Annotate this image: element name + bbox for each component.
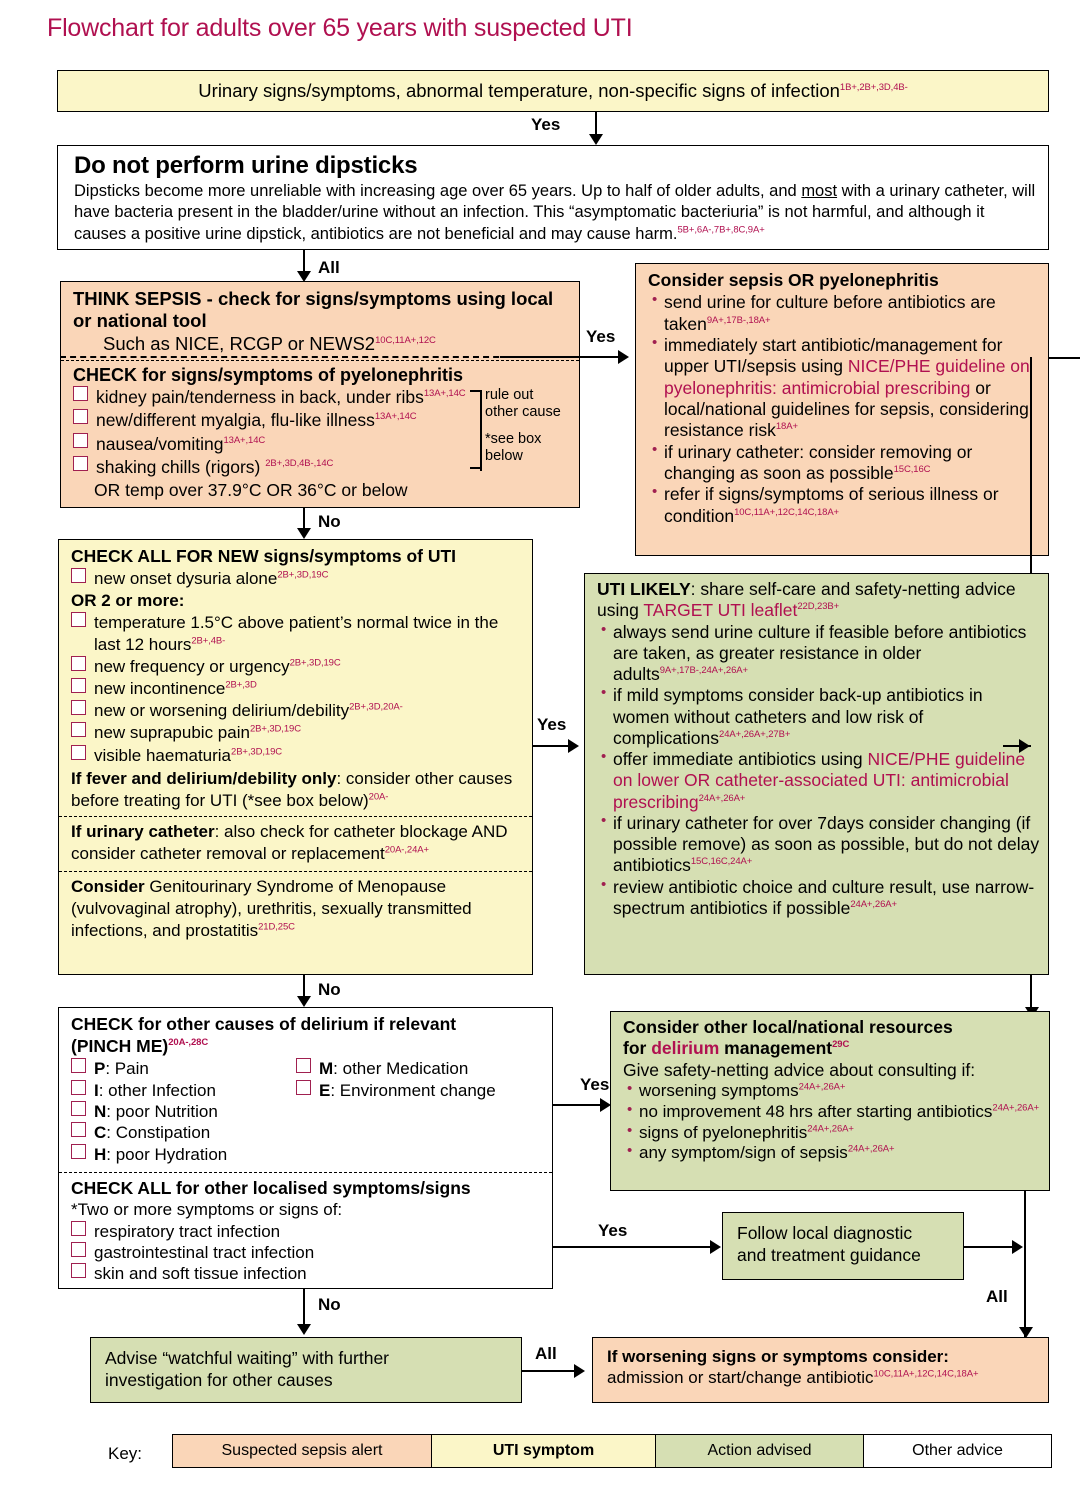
start-box-text: Urinary signs/symptoms, abnormal temperature, non-specific signs of infection (198, 80, 840, 101)
label-yes-4: Yes (580, 1075, 610, 1094)
checkbox-icon[interactable] (71, 612, 86, 627)
catheter-refs: 20A-,24A+ (384, 844, 429, 856)
fever-rest: : consider other causes before treating for UTI (*see box below) (71, 768, 513, 810)
checkbox-icon[interactable] (73, 409, 88, 424)
checklist-item[interactable] (71, 1221, 544, 1242)
page-title: Flowchart for adults over 65 years with suspected UTI (47, 14, 633, 42)
fever-bold: If fever and delirium/debility only (71, 768, 337, 788)
bullet-text: send urine for culture before antibiotics are taken (664, 292, 996, 334)
bullet-item (648, 442, 1040, 485)
pyelo-check-heading: CHECK for signs/symptoms of pyelonephritis (73, 364, 464, 385)
think-sepsis-box (60, 281, 580, 508)
label-all-1: All (318, 258, 340, 277)
bullet-item (648, 335, 1040, 442)
bullet-text: always send urine culture if feasible before antibiotics are taken, as greater resistance in older adults (613, 621, 1027, 684)
dipsticks-body-2: with a urinary catheter, will have bacteria present in the bladder/urine without an infection. This “asymptomatic bacteriuria” is not harmful, and although it causes a positive urine dipstick, antibiotics are not beneficial and may cause harm. (74, 182, 1036, 243)
bullet-item (597, 685, 1040, 749)
or-two-or-more: OR 2 or more: (71, 590, 185, 610)
bullet-text: offer immediate antibiotics using (613, 749, 868, 769)
arrow-right-pinchme-follow (710, 1240, 721, 1254)
dipsticks-body-most: most (801, 182, 838, 200)
delirium-subline: Give safety-netting advice about consulting if: (623, 1059, 976, 1080)
rail-delirium-down (1024, 1191, 1026, 1338)
target-uti-leaflet-link[interactable]: TARGET UTI leaflet (643, 600, 798, 621)
fever-refs: 20A- (368, 791, 389, 803)
uti-check-heading: CHECK ALL FOR NEW signs/symptoms of UTI (71, 546, 457, 566)
pinchme-label: : other Infection (98, 1080, 216, 1100)
consider-gsm-refs: 21D,25C (258, 921, 295, 933)
bullet-item (623, 1143, 1041, 1164)
checklist-item[interactable] (71, 1144, 296, 1165)
label-yes-1: Yes (531, 115, 561, 134)
checklist-item-label: respiratory tract infection (94, 1221, 281, 1241)
follow-local-line1: Follow local diagnostic (737, 1223, 913, 1243)
consider-gsm-rest: Genitourinary Syndrome of Menopause (vulvovaginal atrophy), urethritis, sexually transmitted infections, and prostatitis (71, 876, 472, 941)
checkbox-icon[interactable] (71, 700, 86, 715)
think-sepsis-subline-refs: 10C,11A+,12C (375, 334, 436, 346)
delirium-box (610, 1011, 1050, 1191)
checklist-item[interactable] (71, 1242, 544, 1263)
pinchme-label: : poor Hydration (106, 1144, 228, 1164)
pinchme-label: : poor Nutrition (106, 1101, 218, 1121)
key-label: Key: (108, 1444, 143, 1463)
pinchme-letter: N (94, 1101, 107, 1121)
delirium-heading-refs: 29C (832, 1039, 850, 1051)
label-no-1: No (318, 512, 341, 531)
checkbox-icon[interactable] (71, 745, 86, 760)
or-temp-line: OR temp over 37.9°C OR 36°C or below (94, 480, 408, 501)
label-yes-2: Yes (586, 327, 616, 346)
uti-likely-box (584, 573, 1049, 975)
pinchme-label: : Pain (105, 1059, 149, 1079)
checklist-item[interactable] (71, 745, 524, 767)
catheter-rest: : also check for catheter blockage AND consider catheter removal or replacement (71, 821, 508, 863)
pinchme-heading-2: (PINCH ME) (71, 1036, 169, 1057)
checklist-item-label: kidney pain/tenderness in back, under ribs (96, 386, 424, 407)
uti-check-box (58, 539, 533, 975)
pinchme-label: : other Medication (333, 1059, 469, 1079)
uti-likely-heading-bold: UTI LIKELY (597, 579, 691, 599)
checklist-item-refs: 2B+,3D,4B-,14C (265, 458, 334, 470)
checklist-item[interactable] (71, 1101, 296, 1122)
checklist-item-label: new onset dysuria alone (94, 568, 278, 588)
checkbox-icon[interactable] (71, 1101, 86, 1116)
key-item-sepsis: Suspected sepsis alert (172, 1434, 432, 1468)
checklist-item-refs: 2B+,4B- (191, 635, 226, 647)
checkbox-icon[interactable] (71, 1080, 86, 1095)
checklist-item-label: new/different myalgia, flu-like illness (96, 410, 375, 431)
think-sepsis-subline: Such as NICE, RCGP or NEWS2 (103, 332, 376, 354)
bullet-refs: 24A+,26A+ (798, 1081, 846, 1093)
checklist-item[interactable] (71, 568, 524, 590)
checklist-item-label: new or worsening delirium/debility (94, 701, 350, 721)
bullet-link-text[interactable]: NICE/PHE guideline on lower OR catheter-associated UTI: antimicrobial prescribing (613, 749, 1026, 812)
arrow-right-watchful-worsening (574, 1364, 585, 1378)
pinch-me-box (58, 1007, 553, 1289)
checklist-item[interactable] (71, 678, 524, 700)
connector-uti-to-likely (533, 745, 571, 747)
checkbox-icon[interactable] (71, 1221, 86, 1236)
delirium-heading-highlight: delirium (651, 1038, 720, 1059)
checklist-item-label: nausea/vomiting (96, 433, 224, 454)
bullet-text: any symptom/sign of sepsis (639, 1143, 848, 1163)
delirium-heading-1: Consider other local/national resources (623, 1017, 953, 1037)
bullet-text: signs of pyelonephritis (639, 1122, 808, 1142)
pinchme-label: : Environment change (330, 1080, 496, 1100)
pinchme-letter: I (94, 1080, 99, 1100)
pinchme-heading-refs: 20A-,28C (168, 1037, 209, 1049)
arrow-down-sepsis-uti (297, 528, 311, 539)
checklist-item-refs: 2B+,3D,19C (249, 723, 301, 735)
brace-note-line1: rule out (485, 387, 534, 403)
arrow-down-uti-pinchme (297, 996, 311, 1007)
connector-sepsis-solid (500, 356, 620, 358)
brace-note-line2: other cause (485, 404, 561, 421)
checkbox-icon[interactable] (71, 1263, 86, 1278)
label-yes-3: Yes (537, 715, 567, 734)
catheter-bold: If urinary catheter (71, 821, 215, 841)
key-item-action: Action advised (656, 1434, 864, 1468)
bullet-item (597, 622, 1040, 686)
label-no-2: No (318, 980, 341, 999)
checkbox-icon[interactable] (73, 456, 88, 471)
bullet-item (623, 1123, 1041, 1144)
bullet-refs: 24A+,26A+ (698, 792, 746, 804)
bullet-text-2: or local/national guidelines for sepsis, considering resistance risk (664, 377, 1029, 441)
arrow-down-pinchme-watchful (297, 1324, 311, 1335)
uti-likely-heading-refs: 22D,23B+ (797, 601, 840, 613)
checklist-item[interactable] (71, 722, 524, 744)
label-all-2: All (535, 1344, 557, 1363)
bullet-refs: 24A+,26A+ (850, 898, 897, 910)
label-all-3: All (986, 1287, 1008, 1306)
checkbox-icon[interactable] (296, 1058, 311, 1073)
pinchme-label: : Constipation (106, 1123, 211, 1143)
checkbox-icon[interactable] (296, 1080, 311, 1095)
arrow-right-uti-likely (568, 739, 579, 753)
pinchme-letter: P (94, 1059, 106, 1079)
bullet-item (648, 292, 1040, 335)
connector-pinchme-to-delirium (553, 1104, 603, 1106)
label-no-3: No (318, 1295, 341, 1314)
brace-note (485, 387, 577, 466)
checklist-item-refs: 2B+,3D (225, 679, 257, 691)
bullet-item (648, 484, 1040, 527)
dipsticks-box (57, 145, 1049, 250)
checklist-item-refs: 2B+,3D,19C (289, 657, 341, 669)
checklist-item-label: new incontinence (94, 679, 226, 699)
rail-sepsis-out (1049, 357, 1080, 359)
bullet-link-text[interactable]: NICE/PHE guideline on pyelonephritis: antimicrobial prescribing (664, 356, 1030, 398)
bullet-refs: 15C,16C (893, 464, 931, 476)
checklist-item[interactable] (296, 1058, 544, 1079)
connector-pinchme-to-follow (553, 1246, 713, 1248)
checkbox-icon[interactable] (71, 1242, 86, 1257)
bullet-refs: 24A+,26A+ (992, 1102, 1040, 1114)
bullet-text: if urinary catheter for over 7days consider changing (if possible remove) as soon as possible, but do not delay antibiotics (613, 812, 1040, 876)
bullet-item (597, 877, 1040, 920)
checklist-item[interactable] (71, 1122, 296, 1143)
bullet-refs: 9A+,17B-,24A+,26A+ (659, 665, 748, 677)
pinchme-letter: H (94, 1144, 107, 1164)
worsening-refs: 10C,11A+,12C,14C,18A+ (873, 1368, 979, 1380)
localised-sub: *Two or more symptoms or signs of: (71, 1200, 343, 1220)
delirium-heading-2c: management (719, 1038, 833, 1059)
watchful-waiting-box (90, 1337, 522, 1403)
checkbox-icon[interactable] (71, 678, 86, 693)
checklist-item-refs: 2B+,3D,19C (231, 745, 283, 757)
bullet-item (623, 1081, 1041, 1102)
checklist-item-label: temperature 1.5°C above patient’s normal twice in the last 12 hours (94, 612, 499, 655)
arrow-right-likely-rail (1019, 739, 1030, 753)
key-item-other: Other advice (864, 1434, 1052, 1468)
follow-local-box (722, 1212, 964, 1280)
watchful-line2: investigation for other causes (105, 1370, 333, 1391)
checklist-item-refs: 13A+,14C (223, 434, 266, 446)
worsening-line2: admission or start/change antibiotic (607, 1368, 874, 1388)
bullet-text: if mild symptoms consider back-up antibiotics in women without catheters and low risk of complications (613, 685, 983, 748)
checkbox-icon[interactable] (71, 1058, 86, 1073)
brace-note-line3: *see box (485, 430, 542, 447)
checklist-item[interactable] (71, 700, 524, 722)
bullet-text: worsening symptoms (639, 1081, 799, 1101)
checklist-item-refs: 13A+,14C (374, 411, 417, 423)
bullet-item (623, 1102, 1041, 1123)
checklist-item-label: gastrointestinal tract infection (94, 1242, 315, 1262)
bullet-item (597, 749, 1040, 813)
pinchme-letter: M (319, 1059, 334, 1079)
bullet-text: immediately start antibiotic/management for upper UTI/sepsis using (664, 335, 1003, 377)
checkbox-icon[interactable] (71, 722, 86, 737)
checkbox-icon[interactable] (71, 1122, 86, 1137)
arrow-right-sepsis-consider (618, 350, 629, 364)
checklist-item-label: new frequency or urgency (94, 657, 290, 677)
checklist-item[interactable] (71, 612, 524, 656)
start-box (57, 70, 1049, 112)
checklist-item[interactable] (71, 1080, 296, 1101)
brace-bracket (470, 390, 482, 469)
checklist-item-label: shaking chills (rigors) (96, 456, 266, 477)
arrow-right-follow-rail (1012, 1240, 1023, 1254)
localised-heading: CHECK ALL for other localised symptoms/signs (71, 1178, 471, 1199)
checklist-item[interactable] (296, 1080, 544, 1101)
checklist-item[interactable] (71, 1058, 296, 1079)
dipsticks-body-1: Dipsticks become more unreliable with increasing age over 65 years. Up to half of older adults, and (74, 182, 802, 200)
consider-gsm-bold: Consider (71, 876, 145, 896)
bullet-text: refer if signs/symptoms of serious illness or condition (664, 484, 999, 526)
start-box-refs: 1B+,2B+,3D,4B- (839, 81, 908, 93)
think-sepsis-heading: THINK SEPSIS - check for signs/symptoms using local or national tool (73, 288, 554, 331)
key-item-uti: UTI symptom (432, 1434, 656, 1468)
bullet-refs: 15C,16C,24A+ (690, 856, 753, 868)
bullet-refs: 18A+ (775, 421, 798, 433)
checkbox-icon[interactable] (73, 386, 88, 401)
checkbox-icon[interactable] (73, 433, 88, 448)
consider-sepsis-box (635, 263, 1049, 556)
dipsticks-heading: Do not perform urine dipsticks (74, 152, 418, 179)
checklist-item[interactable] (71, 656, 524, 678)
bullet-refs: 24A+,26A+ (847, 1143, 895, 1155)
bullet-refs: 10C,11A+,12C,14C,18A+ (734, 506, 840, 518)
checklist-item-label: new suprapubic pain (94, 723, 250, 743)
bullet-refs: 24A+,26A+,27B+ (719, 728, 791, 740)
bullet-text: review antibiotic choice and culture result, use narrow-spectrum antibiotics if possible (613, 876, 1035, 918)
bullet-item (597, 813, 1040, 877)
arrow-down-start-dipsticks (589, 134, 603, 145)
connector-watchful-to-worsening (522, 1370, 577, 1372)
checklist-item-label: visible haematuria (94, 745, 232, 765)
bullet-refs: 24A+,26A+ (807, 1122, 854, 1134)
checklist-item[interactable] (71, 1263, 544, 1284)
worsening-box (592, 1337, 1049, 1403)
checklist-item-refs: 13A+,14C (423, 387, 466, 399)
checklist-item-refs: 2B+,3D,19C (277, 569, 329, 581)
checklist-item-label: skin and soft tissue infection (94, 1264, 307, 1284)
connector-follow-to-rail (964, 1246, 1016, 1248)
checkbox-icon[interactable] (71, 656, 86, 671)
consider-sepsis-heading: Consider sepsis OR pyelonephritis (648, 270, 939, 290)
pinchme-letter: C (94, 1123, 107, 1143)
pinchme-letter: E (319, 1080, 331, 1100)
dipsticks-refs: 5B+,6A-,7B+,8C,9A+ (677, 224, 765, 236)
checkbox-icon[interactable] (71, 1144, 86, 1159)
checklist-item-refs: 2B+,3D,20A- (349, 701, 403, 713)
checkbox-icon[interactable] (71, 568, 86, 583)
worsening-line1: If worsening signs or symptoms consider: (607, 1347, 949, 1366)
follow-local-line2: and treatment guidance (737, 1245, 921, 1266)
delirium-heading-2a: for (623, 1038, 652, 1059)
bullet-refs: 9A+,17B-,18A+ (706, 314, 771, 326)
pinchme-heading-1: CHECK for other causes of delirium if relevant (71, 1014, 457, 1034)
key-legend (172, 1434, 1052, 1468)
bullet-text: if urinary catheter: consider removing or changing as soon as possible (664, 441, 973, 484)
uti-likely-heading-rest: : share self-care and safety-netting advice using (597, 579, 1016, 621)
label-yes-5: Yes (598, 1221, 628, 1240)
watchful-line1: Advise “watchful waiting” with further (105, 1348, 389, 1368)
bullet-text: no improvement 48 hrs after starting antibiotics (639, 1101, 993, 1121)
brace-note-line4: below (485, 448, 523, 465)
